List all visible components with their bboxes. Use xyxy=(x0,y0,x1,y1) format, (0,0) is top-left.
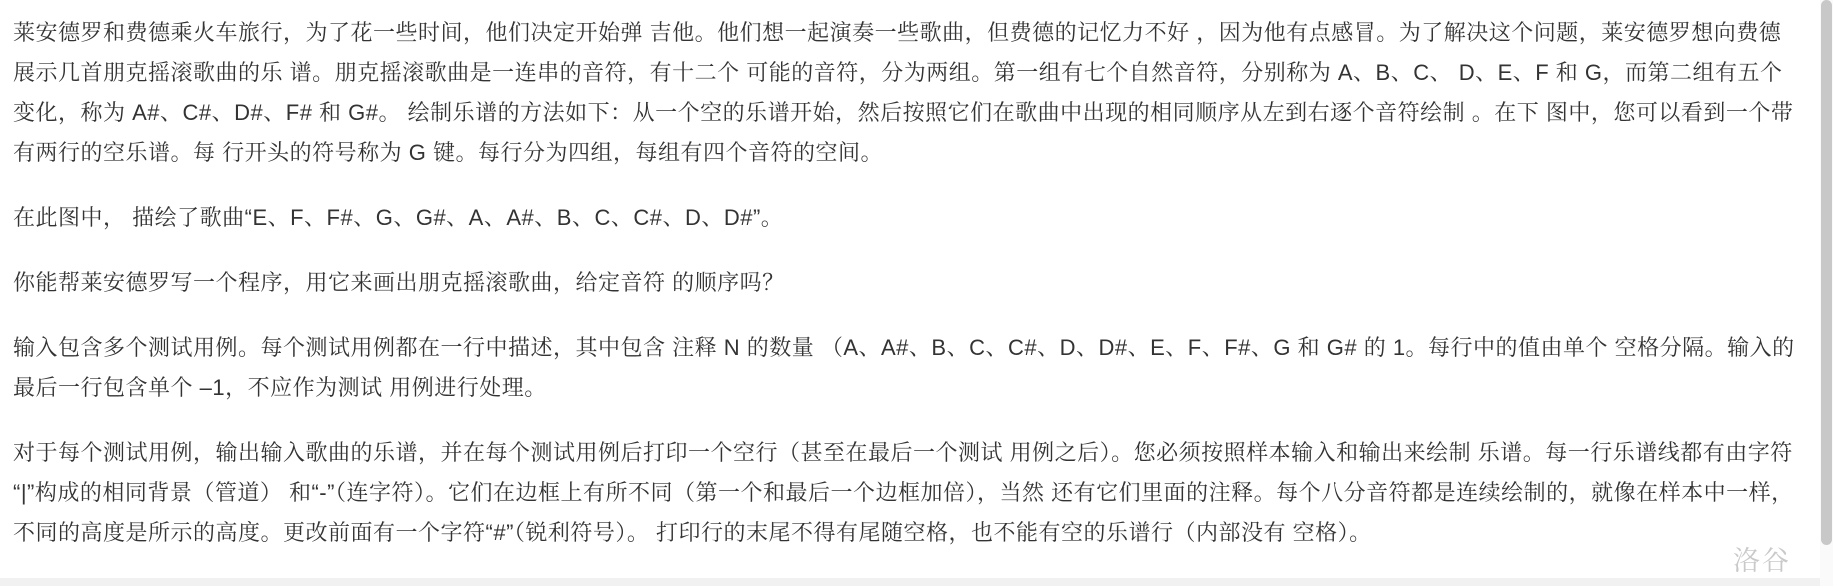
vertical-scrollbar-thumb[interactable] xyxy=(1821,0,1832,545)
paragraph-input-spec: 输入包含多个测试用例。每个测试用例都在一行中描述，其中包含 注释 N 的数量 （A、A#、B、C、C#、D、D#、E、F、F#、G 和 G# 的 1。每行中的值由单个 空格分隔。输入的最后一行包含单个 –1，不应作为测试 用例进行处理。 xyxy=(13,335,1795,400)
paragraph-song-example: 在此图中， 描绘了歌曲“E、F、F#、G、G#、A、A#、B、C、C#、D、D#”。 xyxy=(13,205,784,230)
paragraph-output-spec: 对于每个测试用例，输出输入歌曲的乐谱，并在每个测试用例后打印一个空行（甚至在最后一个测试 用例之后）。您必须按照样本输入和输出来绘制 乐谱。每一行乐谱线都有由字符“|”构成的相同背景（管道） 和“-”（连字符）。它们在边框上有所不同（第一个和最后一个边框加倍），当然 还有它们里面的注释。每个八分音符都是连续绘制的，就像在样本中一样， 不同的高度是所示的高度。更改前面有一个字符“#”（锐利符号）。 打印行的末尾不得有尾随空格，也不能有空的乐谱行（内部没有 空格）。 xyxy=(13,440,1794,545)
paragraph-story: 莱安德罗和费德乘火车旅行，为了花一些时间，他们决定开始弹 吉他。他们想一起演奏一些歌曲，但费德的记忆力不好 ，因为他有点感冒。为了解决这个问题，莱安德罗想向费德展示几首朋克摇滚歌曲的乐 谱。朋克摇滚歌曲是一连串的音符，有十二个 可能的音符，分为两组。第一组有七个自然音符，分别称为 A、B、C、 D、E、F 和 G，而第二组有五个变化，称为 A#、C#、D#、F# 和 G#。 绘制乐谱的方法如下：从一个空的乐谱开始，然后按照它们在歌曲中出现的相同顺序从左到右逐个音符绘制 。在下 图中，您可以看到一个带有两行的空乐谱。每 行开头的符号称为 G 键。每行分为四组，每组有四个音符的空间。 xyxy=(13,20,1794,165)
paragraph-task-question: 你能帮莱安德罗写一个程序，用它来画出朋克摇滚歌曲，给定音符 的顺序吗？ xyxy=(13,270,785,295)
horizontal-scrollbar[interactable] xyxy=(0,578,1820,586)
vertical-scrollbar[interactable] xyxy=(1820,0,1833,586)
luogu-watermark: 洛谷 xyxy=(1733,546,1791,576)
